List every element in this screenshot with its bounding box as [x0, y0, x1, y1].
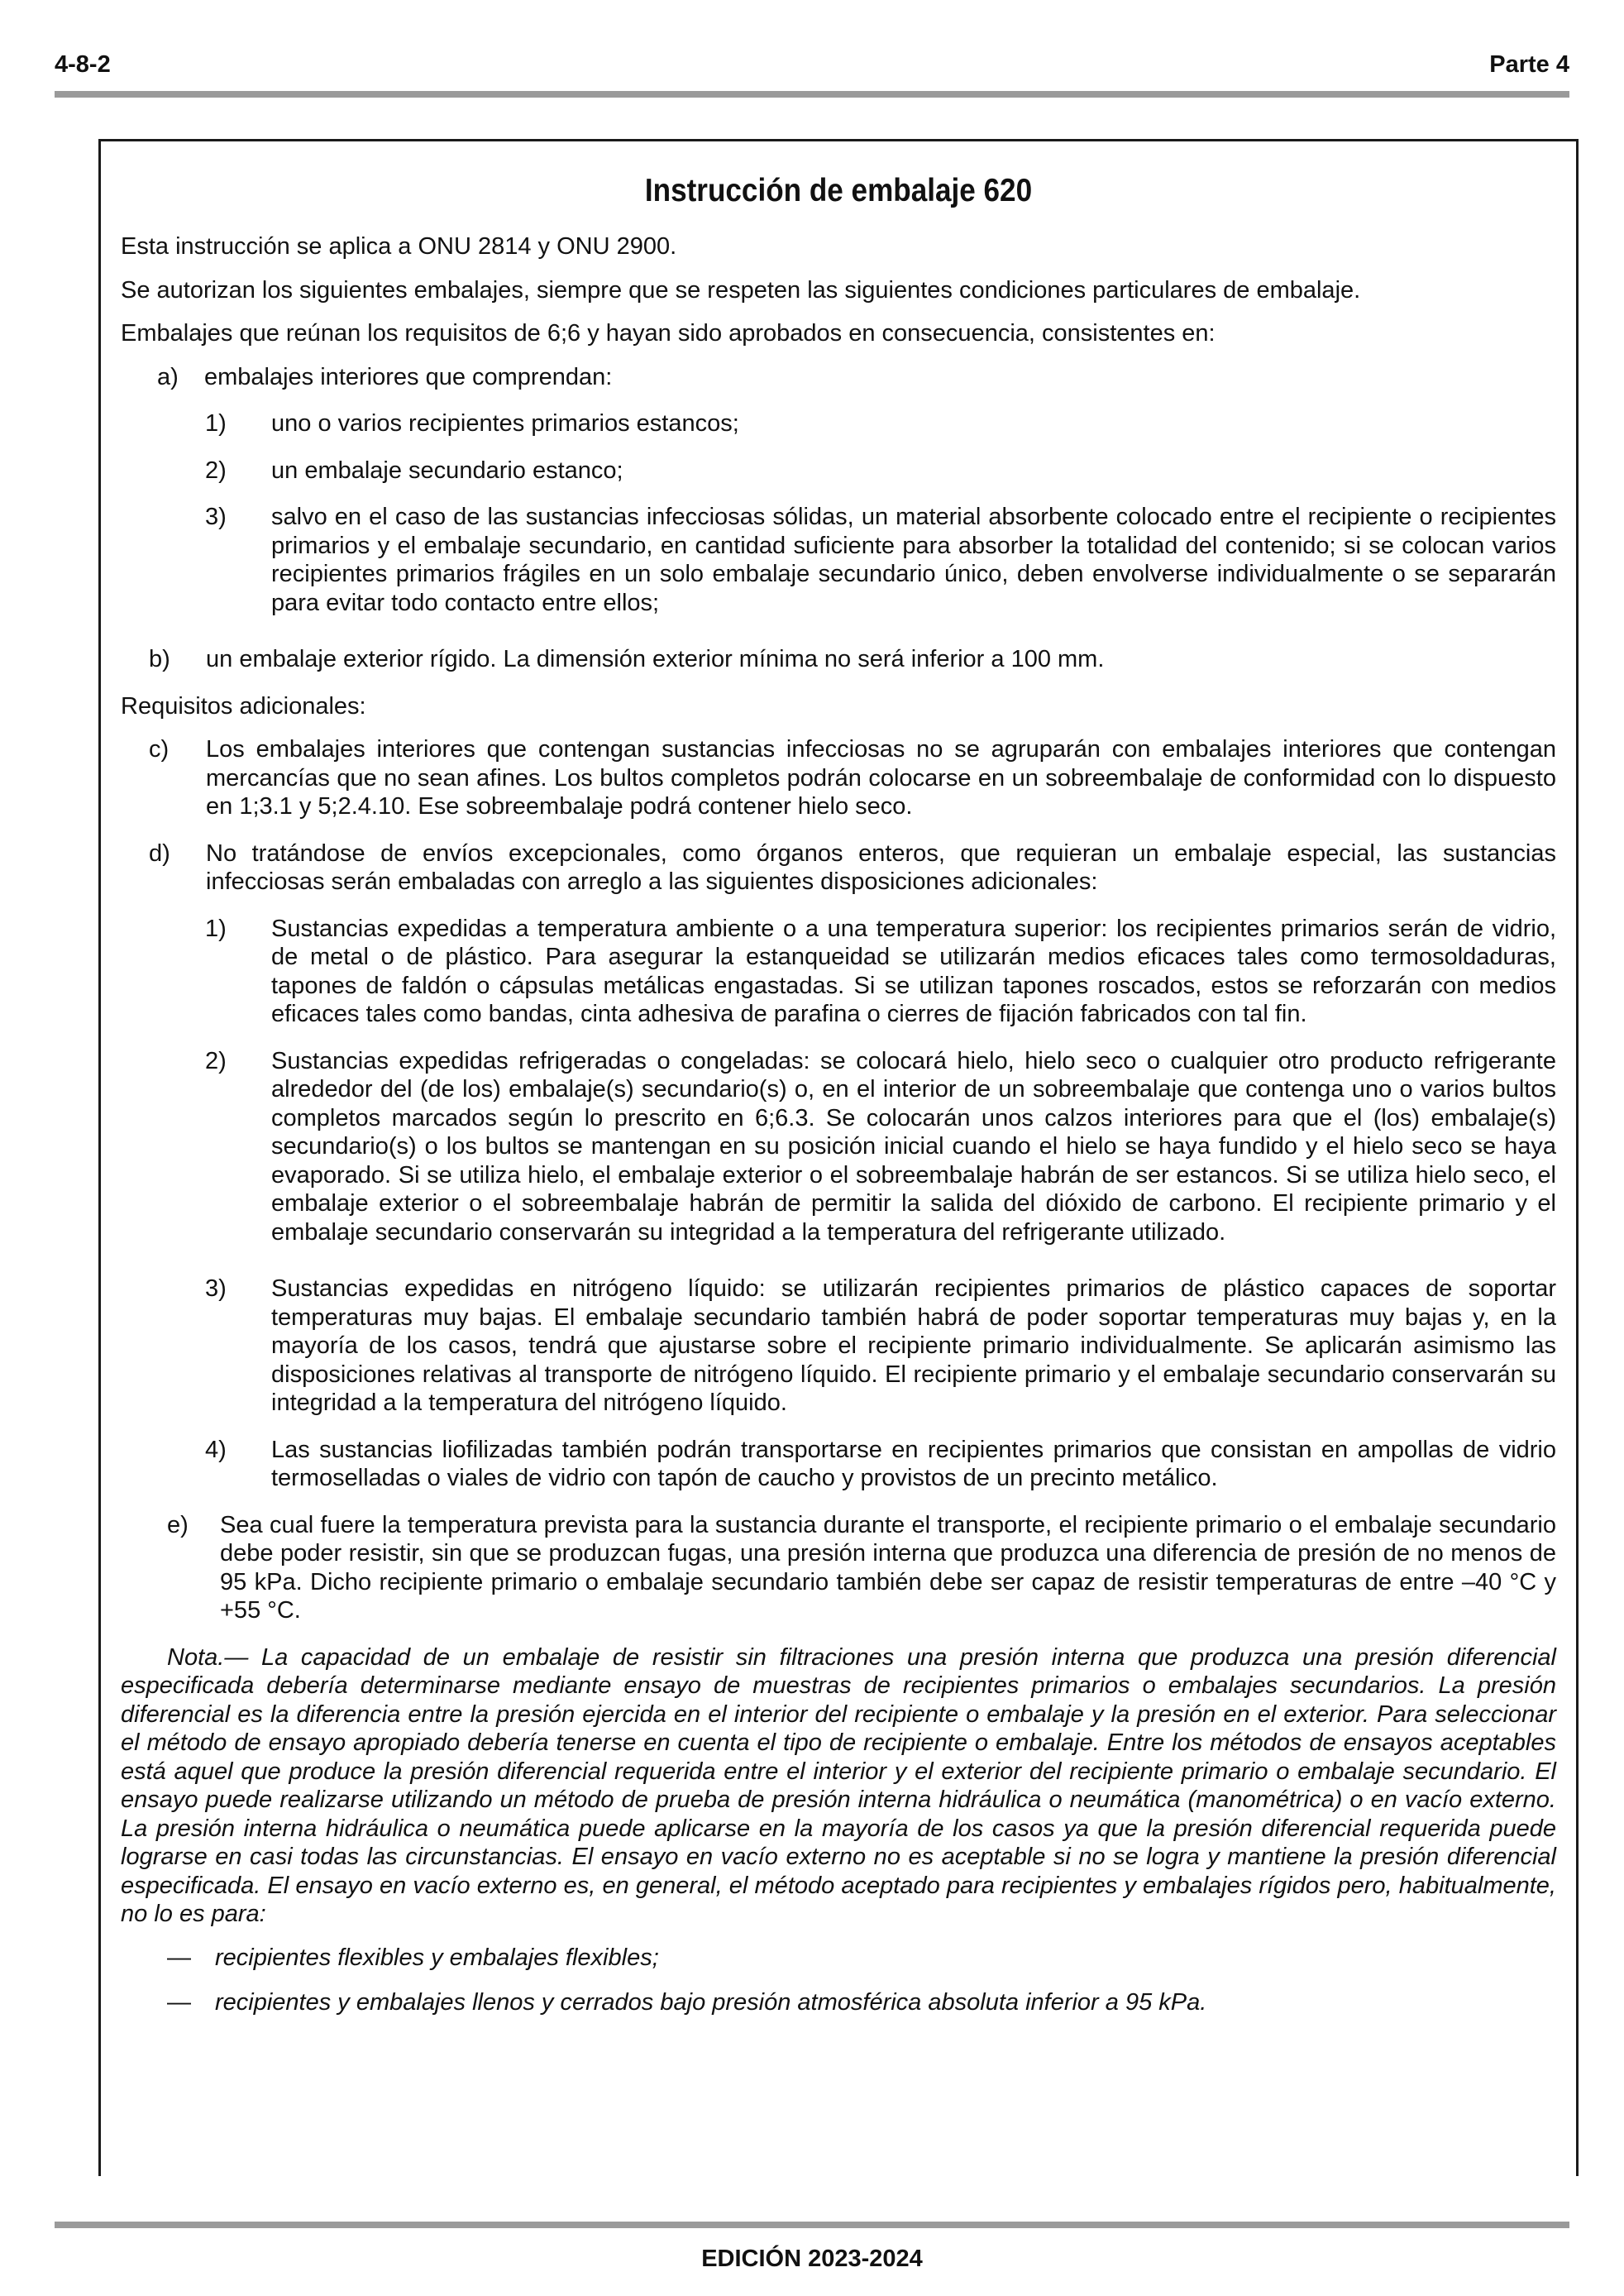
- item-d: [121, 839, 1556, 897]
- subitem-text: uno o varios recipientes primarios estancos;: [271, 410, 739, 437]
- item-text: Los embalajes interiores que contengan sustancias infecciosas no se agruparán con embalajes interiores que contengan mercancías que no sean afines. Los bultos completos podrán colocarse en un sobreembalaje de conformidad con lo dispuesto en 1;3.1 y 5;2.4.10. Ese sobreembalaje podrá contener hielo seco.: [206, 736, 1556, 820]
- note-dash-item-1: [121, 1944, 1556, 1973]
- dash-marker: —: [167, 1944, 191, 1971]
- requirements-paragraph: Embalajes que reúnan los requisitos de 6;6 y hayan sido aprobados en consecuencia, consistentes en:: [121, 320, 1216, 347]
- item-a-3: [121, 503, 1556, 617]
- scope-paragraph: Esta instrucción se aplica a ONU 2814 y ONU 2900.: [121, 233, 677, 260]
- note-paragraph: [121, 1643, 1556, 1929]
- subitem-text: un embalaje secundario estanco;: [271, 457, 623, 484]
- subitem-marker: 2): [205, 457, 227, 484]
- item-text: embalajes interiores que comprendan:: [204, 363, 613, 390]
- instruction-box: [98, 139, 1579, 2176]
- instruction-content: [121, 171, 1556, 2034]
- subitem-text: Sustancias expedidas a temperatura ambiente o a una temperatura superior: los recipientes primarios serán de vidrio, de metal o de plástico. Para asegurar la estanqueidad se utilizarán medios eficaces tales como termosoldaduras, tapones de faldón o cápsulas metálicas engastadas. Si se utilizan tapones roscados, estos se reforzarán con medios eficaces tales como bandas, cinta adhesiva de parafina o cierres de fijación fabricados con tal fin.: [271, 915, 1556, 1027]
- item-d-1: [121, 915, 1556, 1029]
- subitem-text: Sustancias expedidas en nitrógeno líquido: se utilizarán recipientes primarios de plástico capaces de soportar temperaturas muy bajas. El embalaje secundario también habrá de poder soportar temperaturas muy bajas y, en la mayoría de los casos, tendrá que ajustarse sobre el recipiente primario individualmente. Se aplicarán asimismo las disposiciones relativas al transporte de nitrógeno líquido. El recipiente primario y el embalaje secundario conservarán su integridad a la temperatura del nitrógeno líquido.: [271, 1275, 1556, 1416]
- subitem-marker: 1): [205, 915, 227, 942]
- item-marker: a): [157, 363, 179, 390]
- item-marker: c): [149, 736, 170, 763]
- subitem-marker: 2): [205, 1047, 227, 1074]
- dash-text: recipientes flexibles y embalajes flexibles;: [215, 1944, 659, 1971]
- dash-marker: —: [167, 1989, 191, 2016]
- note-text: Nota.— La capacidad de un embalaje de resistir sin filtraciones una presión interna que produzca una presión diferencial especificada debería determinarse mediante ensayo de muestras de recipientes primarios o embalajes secundarios. La presión diferencial es la diferencia entre la presión ejercida en el interior del recipiente o embalaje y la presión en el exterior. Para seleccionar el método de ensayo apropiado debería tenerse en cuenta el tipo de recipiente o embalaje. Entre los métodos de ensayos aceptables está aquel que produce la presión diferencial requerida entre el interior y el exterior del recipiente primario o embalaje secundario. El ensayo puede realizarse utilizando un método de prueba de presión interna hidráulica o neumática (manométrica) o en vacío externo. La presión interna hidráulica o neumática puede aplicarse en la mayoría de los casos ya que la presión diferencial requerida puede lograrse en casi todas las circunstancias. El ensayo en vacío externo no es aceptable si no se logra y mantiene la presión diferencial especificada. El ensayo en vacío externo es, en general, el método aceptado para recipientes y embalajes rígidos pero, habitualmente, no lo es para:: [121, 1643, 1556, 1927]
- note-dash-item-2: [121, 1988, 1556, 2017]
- item-text: un embalaje exterior rígido. La dimensión exterior mínima no será inferior a 100 mm.: [206, 646, 1105, 672]
- edition-footer: EDICIÓN 2023-2024: [701, 2246, 923, 2272]
- item-text: Sea cual fuere la temperatura prevista para la sustancia durante el transporte, el recipiente primario o el embalaje secundario debe poder resistir, sin que se produzcan fugas, una presión interna que produzca una diferencia de presión de no menos de 95 kPa. Dicho recipiente primario o embalaje secundario también debe ser capaz de resistir temperaturas de entre –40 °C y +55 °C.: [220, 1511, 1556, 1624]
- item-e: [121, 1511, 1556, 1625]
- part-label: Parte 4: [1489, 51, 1569, 78]
- item-d-2: [121, 1047, 1556, 1247]
- additional-requirements-heading: Requisitos adicionales:: [121, 692, 366, 720]
- item-text: No tratándose de envíos excepcionales, como órganos enteros, que requieran un embalaje especial, las sustancias infecciosas serán embaladas con arreglo a las siguientes disposiciones adicionales:: [206, 839, 1556, 895]
- subitem-marker: 4): [205, 1436, 227, 1463]
- item-a: [121, 363, 1556, 392]
- item-b: [121, 645, 1556, 674]
- item-d-3: [121, 1275, 1556, 1418]
- item-a-1: [121, 409, 1556, 438]
- subitem-text: Las sustancias liofilizadas también podrán transportarse en recipientes primarios que consistan en ampollas de vidrio termoselladas o viales de vidrio con tapón de caucho y provistos de un precinto metálico.: [271, 1436, 1556, 1491]
- subitem-marker: 1): [205, 410, 227, 437]
- subitem-marker: 3): [205, 1275, 227, 1302]
- subitem-marker: 3): [205, 504, 227, 530]
- subitem-text: Sustancias expedidas refrigeradas o congeladas: se colocará hielo, hielo seco o cualquier otro producto refrigerante alrededor del (de los) embalaje(s) secundario(s) o, en el interior de un sobreembalaje que contenga uno o varios bultos completos marcados según lo prescrito en 6;6.3. Se colocarán unos calzos interiores para que el (los) embalaje(s) secundario(s) o los bultos se mantengan en su posición inicial cuando el hielo se haya fundido y el hielo seco se haya evaporado. Si se utiliza hielo, el embalaje exterior o el sobreembalaje habrán de ser estancos. Si se utiliza hielo seco, el embalaje exterior o el sobreembalaje habrán de permitir la salida del dióxido de carbono. El recipiente primario y el embalaje secundario conservarán su integridad a la temperatura del refrigerante utilizado.: [271, 1047, 1556, 1246]
- authorization-paragraph: Se autorizan los siguientes embalajes, siempre que se respeten las siguientes condiciones particulares de embalaje.: [121, 276, 1361, 304]
- item-d-4: [121, 1436, 1556, 1493]
- header-rule: [55, 91, 1569, 98]
- dash-text: recipientes y embalajes llenos y cerrados bajo presión atmosférica absoluta inferior a 95 kPa.: [215, 1989, 1207, 2016]
- subitem-text: salvo en el caso de las sustancias infecciosas sólidas, un material absorbente colocado entre el recipiente o recipientes primarios y el embalaje secundario, en cantidad suficiente para absorber la totalidad del contenido; si se colocan varios recipientes primarios frágiles en un solo embalaje secundario único, deben envolverse individualmente o se separarán para evitar todo contacto entre ellos;: [271, 504, 1556, 616]
- item-marker: b): [149, 646, 170, 672]
- page-number: 4-8-2: [55, 51, 111, 78]
- item-marker: e): [167, 1511, 189, 1538]
- item-c: [121, 735, 1556, 821]
- footer-rule: [55, 2222, 1569, 2228]
- instruction-title: Instrucción de embalaje 620: [644, 173, 1033, 208]
- item-marker: d): [149, 839, 170, 867]
- page-header: [0, 48, 1624, 81]
- item-a-2: [121, 457, 1556, 486]
